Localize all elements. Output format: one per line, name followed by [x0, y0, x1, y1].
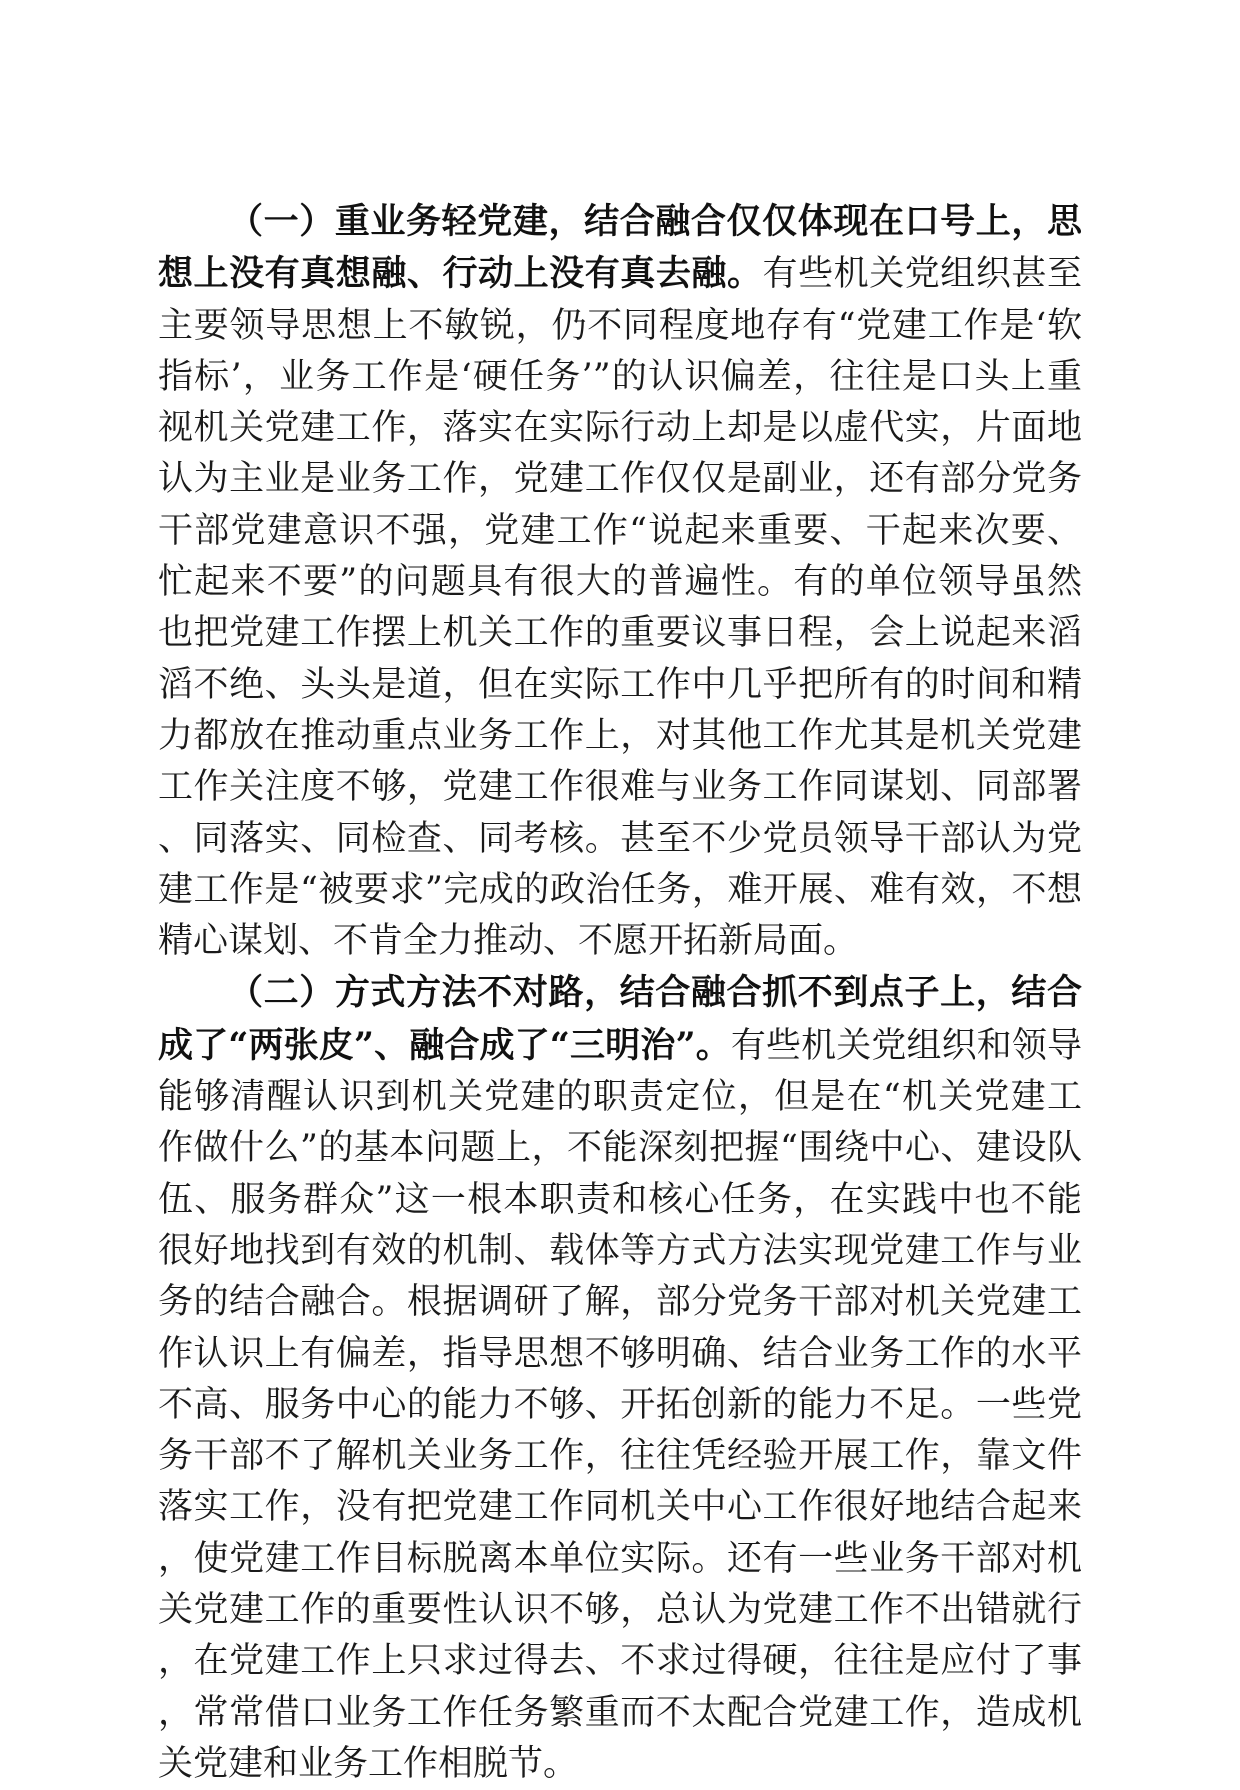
paragraph-1-body: 有些机关党组织甚至主要领导思想上不敏锐，仍不同程度地存有“党建工作是‘软指标’，业务工作是‘硬任务’”的认识偏差，往往是口头上重视机关党建工作，落实在实际行动上却是以虚代实，片面地认为主业是业务工作，党建工作仅仅是副业，还有部分党务干部党建意识不强，党建工作“说起来重要、干起来次要、忙起来不要”的问题具有很大的普遍性。有的单位领导虽然也把党建工作摆上机关工作的重要议事日程，会上说起来滔滔不绝、头头是道，但在实际工作中几乎把所有的时间和精力都放在推动重点业务工作上，对其他工作尤其是机关党建工作关注度不够，党建工作很难与业务工作同谋划、同部署、同落实、同检查、同考核。甚至不少党员领导干部认为党建工作是“被要求”完成的政治任务，难开展、难有效，不想精心谋划、不肯全力推动、不愿开拓新局面。 — [158, 254, 1082, 962]
document-body — [158, 196, 1082, 1790]
paragraph-2 — [158, 967, 1082, 1790]
paragraph-1-heading: （一）重业务轻党建，结合融合仅仅体现在口号上，思想上没有真想融、行动上没有真去融。 — [158, 201, 1082, 295]
paragraph-2-body: 有些机关党组织和领导能够清醒认识到机关党建的职责定位，但是在“机关党建工作做什么”的基本问题上，不能深刻把握“围绕中心、建设队伍、服务群众”这一根本职责和核心任务，在实践中也不能很好地找到有效的机制、载体等方式方法实现党建工作与业务的结合融合。根据调研了解，部分党务干部对机关党建工作认识上有偏差，指导思想不够明确、结合业务工作的水平不高、服务中心的能力不够、开拓创新的能力不足。一些党务干部不了解机关业务工作，往往凭经验开展工作，靠文件落实工作，没有把党建工作同机关中心工作很好地结合起来，使党建工作目标脱离本单位实际。还有一些业务干部对机关党建工作的重要性认识不够，总认为党建工作不出错就行，在党建工作上只求过得去、不求过得硬，往往是应付了事，常常借口业务工作任务繁重而不太配合党建工作，造成机关党建和业务工作相脱节。 — [158, 1025, 1082, 1784]
paragraph-2-heading: （二）方式方法不对路，结合融合抓不到点子上，结合成了“两张皮”、融合成了“三明治”。 — [158, 972, 1082, 1066]
paragraph-1 — [158, 196, 1082, 967]
